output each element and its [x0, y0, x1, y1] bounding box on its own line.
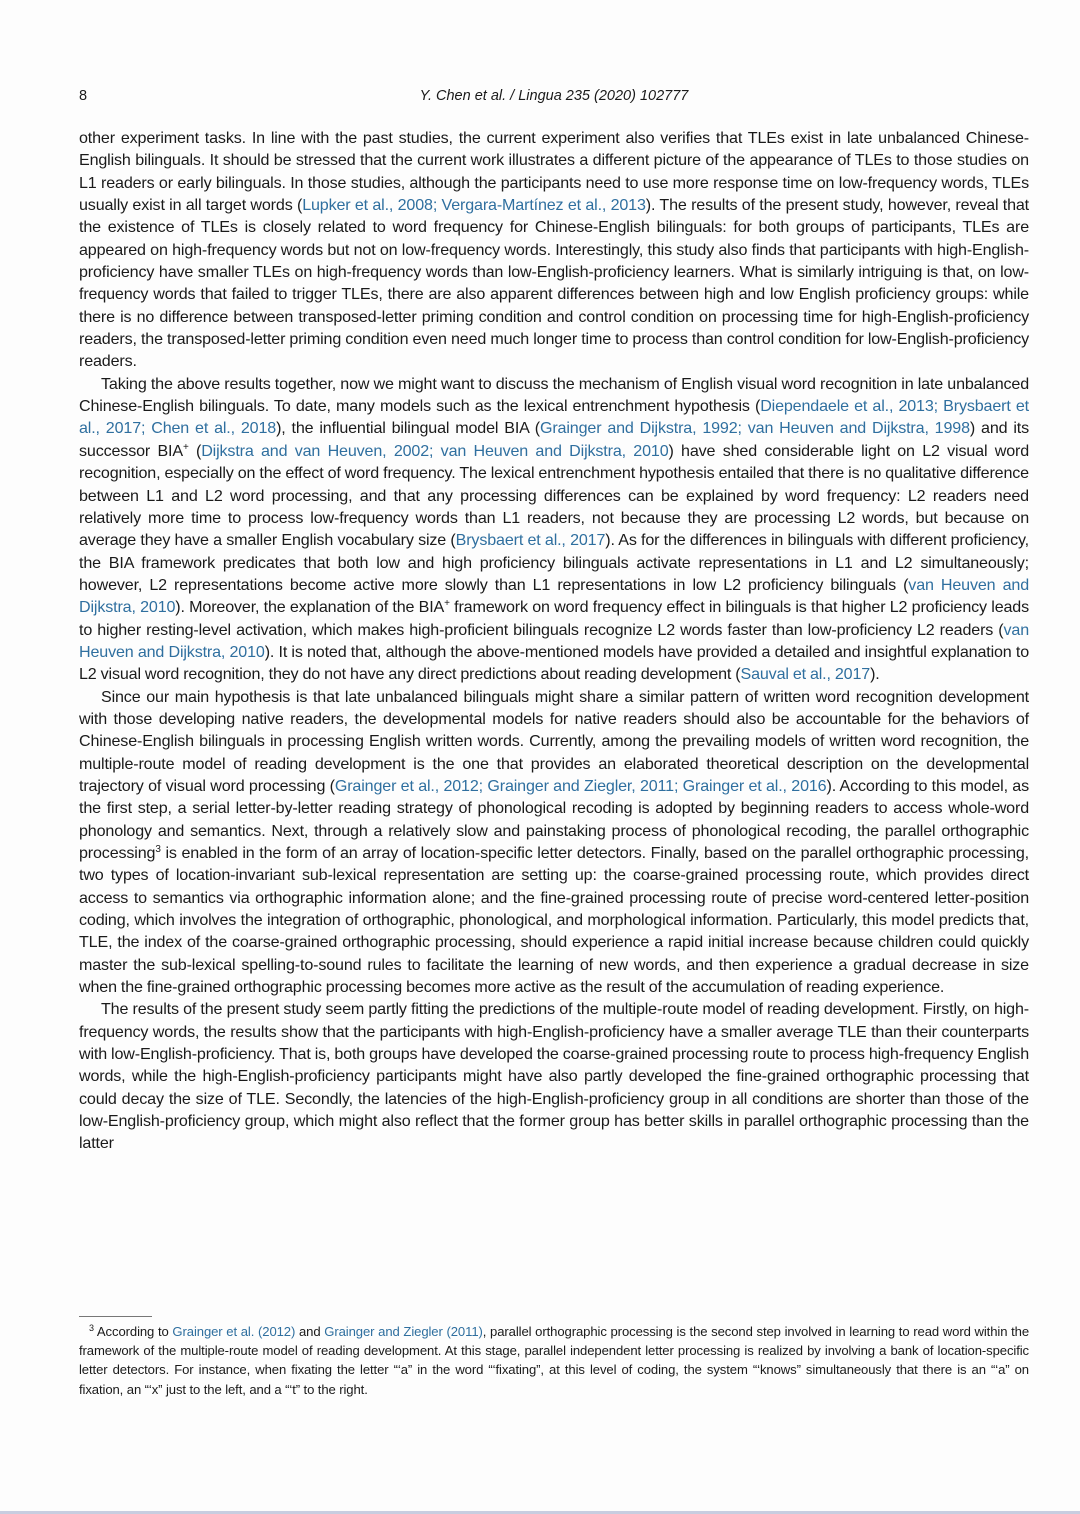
citation-link[interactable]: van Heuven and Dijkstra, 2010 — [79, 575, 1029, 617]
text-run: ). As for the differences in bilinguals with different proficiency, the BIA framework predicates that both low and high proficiency bilinguals activate representations in L1 and L2 simultaneously; however, L2 representations become active more slowly than L1 representations in low L2 proficiency bilinguals ( — [79, 531, 1029, 594]
text-run: According to — [93, 1324, 173, 1339]
footnote-marker: 3 — [89, 1323, 94, 1333]
paragraph — [79, 127, 1029, 373]
text-run: ). It is noted that, although the above-mentioned models have provided a detailed and insightful explanation to L2 visual word recognition, they do not have any direct predictions about reading development ( — [79, 642, 1029, 684]
superscript: + — [182, 441, 189, 453]
paragraph — [79, 686, 1029, 999]
running-head: Y. Chen et al. / Lingua 235 (2020) 102777 — [419, 88, 689, 104]
text-run: , parallel orthographic processing is the second step involved in learning to read word within the framework of the multiple-route model of reading development. At this stage, parallel independent letter processing is realized by involving a bank of location-specific letter detectors. For instance, when fixating the letter “‘a” in the word “‘fixating”, at this level of coding, the system “‘knows” simultaneously that there is an “‘a” on fixation, an “‘x” just to the left, and a “‘t” to the right. — [79, 1324, 1030, 1397]
citation-link[interactable]: Brysbaert et al., 2017 — [455, 531, 606, 550]
text-run: and — [295, 1324, 325, 1339]
citation-link[interactable]: Lupker et al., 2008; Vergara-Martínez et al., 2013 — [302, 196, 646, 215]
superscript: + — [444, 598, 450, 610]
text-run: framework on word frequency effect in bilinguals is that higher L2 proficiency leads to higher resting-level activation, which makes high-proficient bilinguals recognize L2 words faster than low-proficiency L2 readers ( — [79, 598, 1029, 639]
text-run: ). Moreover, the explanation of the BIA — [175, 598, 445, 617]
paragraph — [79, 998, 1029, 1154]
text-run: The results of the present study seem partly fitting the predictions of the multiple-route model of reading development. Firstly, on high-frequency words, the results show that the participants with high-English-proficiency have a smaller average TLE than their counterparts with low-English-proficiency. That is, both groups have developed the coarse-grained processing route to process high-frequency English words, while the high-English-proficiency participants might have also partly developed the fine-grained orthographic processing that could decay the size of TLE. Secondly, the latencies of the high-English-proficiency group in all conditions are shorter than those of the low-English-proficiency group, which might also reflect that the former group has better skills in parallel orthographic processing than the latter — [79, 1000, 1029, 1153]
citation-link[interactable]: Grainger and Ziegler (2011) — [324, 1324, 483, 1339]
citation-link[interactable]: Grainger et al., 2012; Grainger and Ziegler, 2011; Grainger et al., 2016 — [334, 776, 827, 795]
citation-link[interactable]: van Heuven and Dijkstra, 2010 — [79, 620, 1029, 661]
text-run: ) have shed considerable light on L2 visual word recognition, especially on the effect of word frequency. The lexical entrenchment hypothesis entailed that there is no qualitative difference between L1 and L2 word processing, and that any processing differences can be explained by word frequency: L2 readers need relatively more time to process low-frequency words than L1 readers, not because they are processing L2 words, but because on average they have a smaller English vocabulary size ( — [79, 441, 1030, 550]
text-run: ). According to this model, as the first step, a serial letter-by-letter reading strategy of phonological recoding is adopted by beginning readers to access whole-word phonology and semantics. Next, through a relatively slow and painstaking process of phonological recoding, the parallel orthographic processing — [79, 776, 1029, 862]
text-run: ( — [188, 441, 202, 460]
text-run: ), the influential bilingual model BIA ( — [276, 419, 540, 438]
page-header — [79, 88, 1029, 110]
text-run: ) and its successor BIA — [79, 419, 1029, 460]
citation-link[interactable]: Diependaele et al., 2013; Brysbaert et al., 2017; Chen et al., 2018 — [79, 397, 1029, 438]
text-run: Taking the above results together, now we might want to discuss the mechanism of English visual word recognition in late unbalanced Chinese-English bilinguals. To date, many models such as the lexical entrenchment hypothesis ( — [79, 374, 1029, 416]
body-text — [79, 127, 1029, 1155]
superscript: 3 — [155, 844, 161, 855]
text-run: is enabled in the form of an array of location-specific letter detectors. Finally, based on the parallel orthographic processing, two types of location-invariant sub-lexical representation are setting up: the coarse-grained processing route, which provides direct access to semantics via orthographic information alone; and the fine-grained processing route of precise word-centered letter-position coding, which involves the integration of orthographic, phonological, and morphological information. Particularly, this model predicts that, TLE, the index of the coarse-grained orthographic processing, should experience a rapid initial increase because children could quickly master the sub-lexical spelling-to-sound rules to facilitate the learning of new words, and then experience a gradual decrease in size when the fine-grained orthographic processing becomes more active as the result of the accumulation of reading experience. — [79, 844, 1029, 997]
text-run: ). — [870, 665, 880, 684]
citation-link[interactable]: Sauval et al., 2017 — [740, 665, 871, 684]
footnote-divider — [79, 1316, 152, 1317]
page-number: 8 — [79, 88, 88, 104]
text-run: other experiment tasks. In line with the past studies, the current experiment also verifies that TLEs exist in late unbalanced Chinese-English bilinguals. It should be stressed that the current work illustrates a different picture of the appearance of TLEs to those studies on L1 readers or early bilinguals. In those studies, although the participants need to use more response time on low-frequency words, TLEs usually exist in all target words ( — [79, 129, 1029, 215]
citation-link[interactable]: Grainger et al. (2012) — [172, 1324, 296, 1339]
text-run: Since our main hypothesis is that late unbalanced bilinguals might share a similar pattern of written word recognition development with those developing native readers, the developmental models for native readers should also be accountable for the behaviors of Chinese-English bilinguals in processing English written words. Currently, among the prevailing models of written word recognition, the multiple-route model of reading development is the one that provides an elaborated theoretical description on the developmental trajectory of visual word processing ( — [79, 687, 1029, 795]
citation-link[interactable]: Grainger and Dijkstra, 1992; van Heuven and Dijkstra, 1998 — [539, 419, 970, 438]
footnote — [79, 1322, 1029, 1399]
citation-link[interactable]: Dijkstra and van Heuven, 2002; van Heuven and Dijkstra, 2010 — [201, 441, 669, 460]
footnote-3 — [79, 1322, 1029, 1399]
paragraph — [79, 373, 1029, 686]
text-run: ). The results of the present study, however, reveal that the existence of TLEs is closely related to word frequency for Chinese-English bilinguals: for both groups of participants, TLEs are appeared on high-frequency words but not on low-frequency words. Interestingly, this study also finds that participants with high-English-proficiency have smaller TLEs on high-frequency words than low-English-proficiency learners. What is similarly intriguing is that, on low-frequency words that failed to trigger TLEs, there are also apparent differences between high and low English proficiency groups: while there is no difference between transposed-letter priming condition and control condition on processing time for high-English-proficiency readers, the transposed-letter priming condition even need much longer time to process than control condition for low-English-proficiency readers. — [79, 196, 1029, 371]
